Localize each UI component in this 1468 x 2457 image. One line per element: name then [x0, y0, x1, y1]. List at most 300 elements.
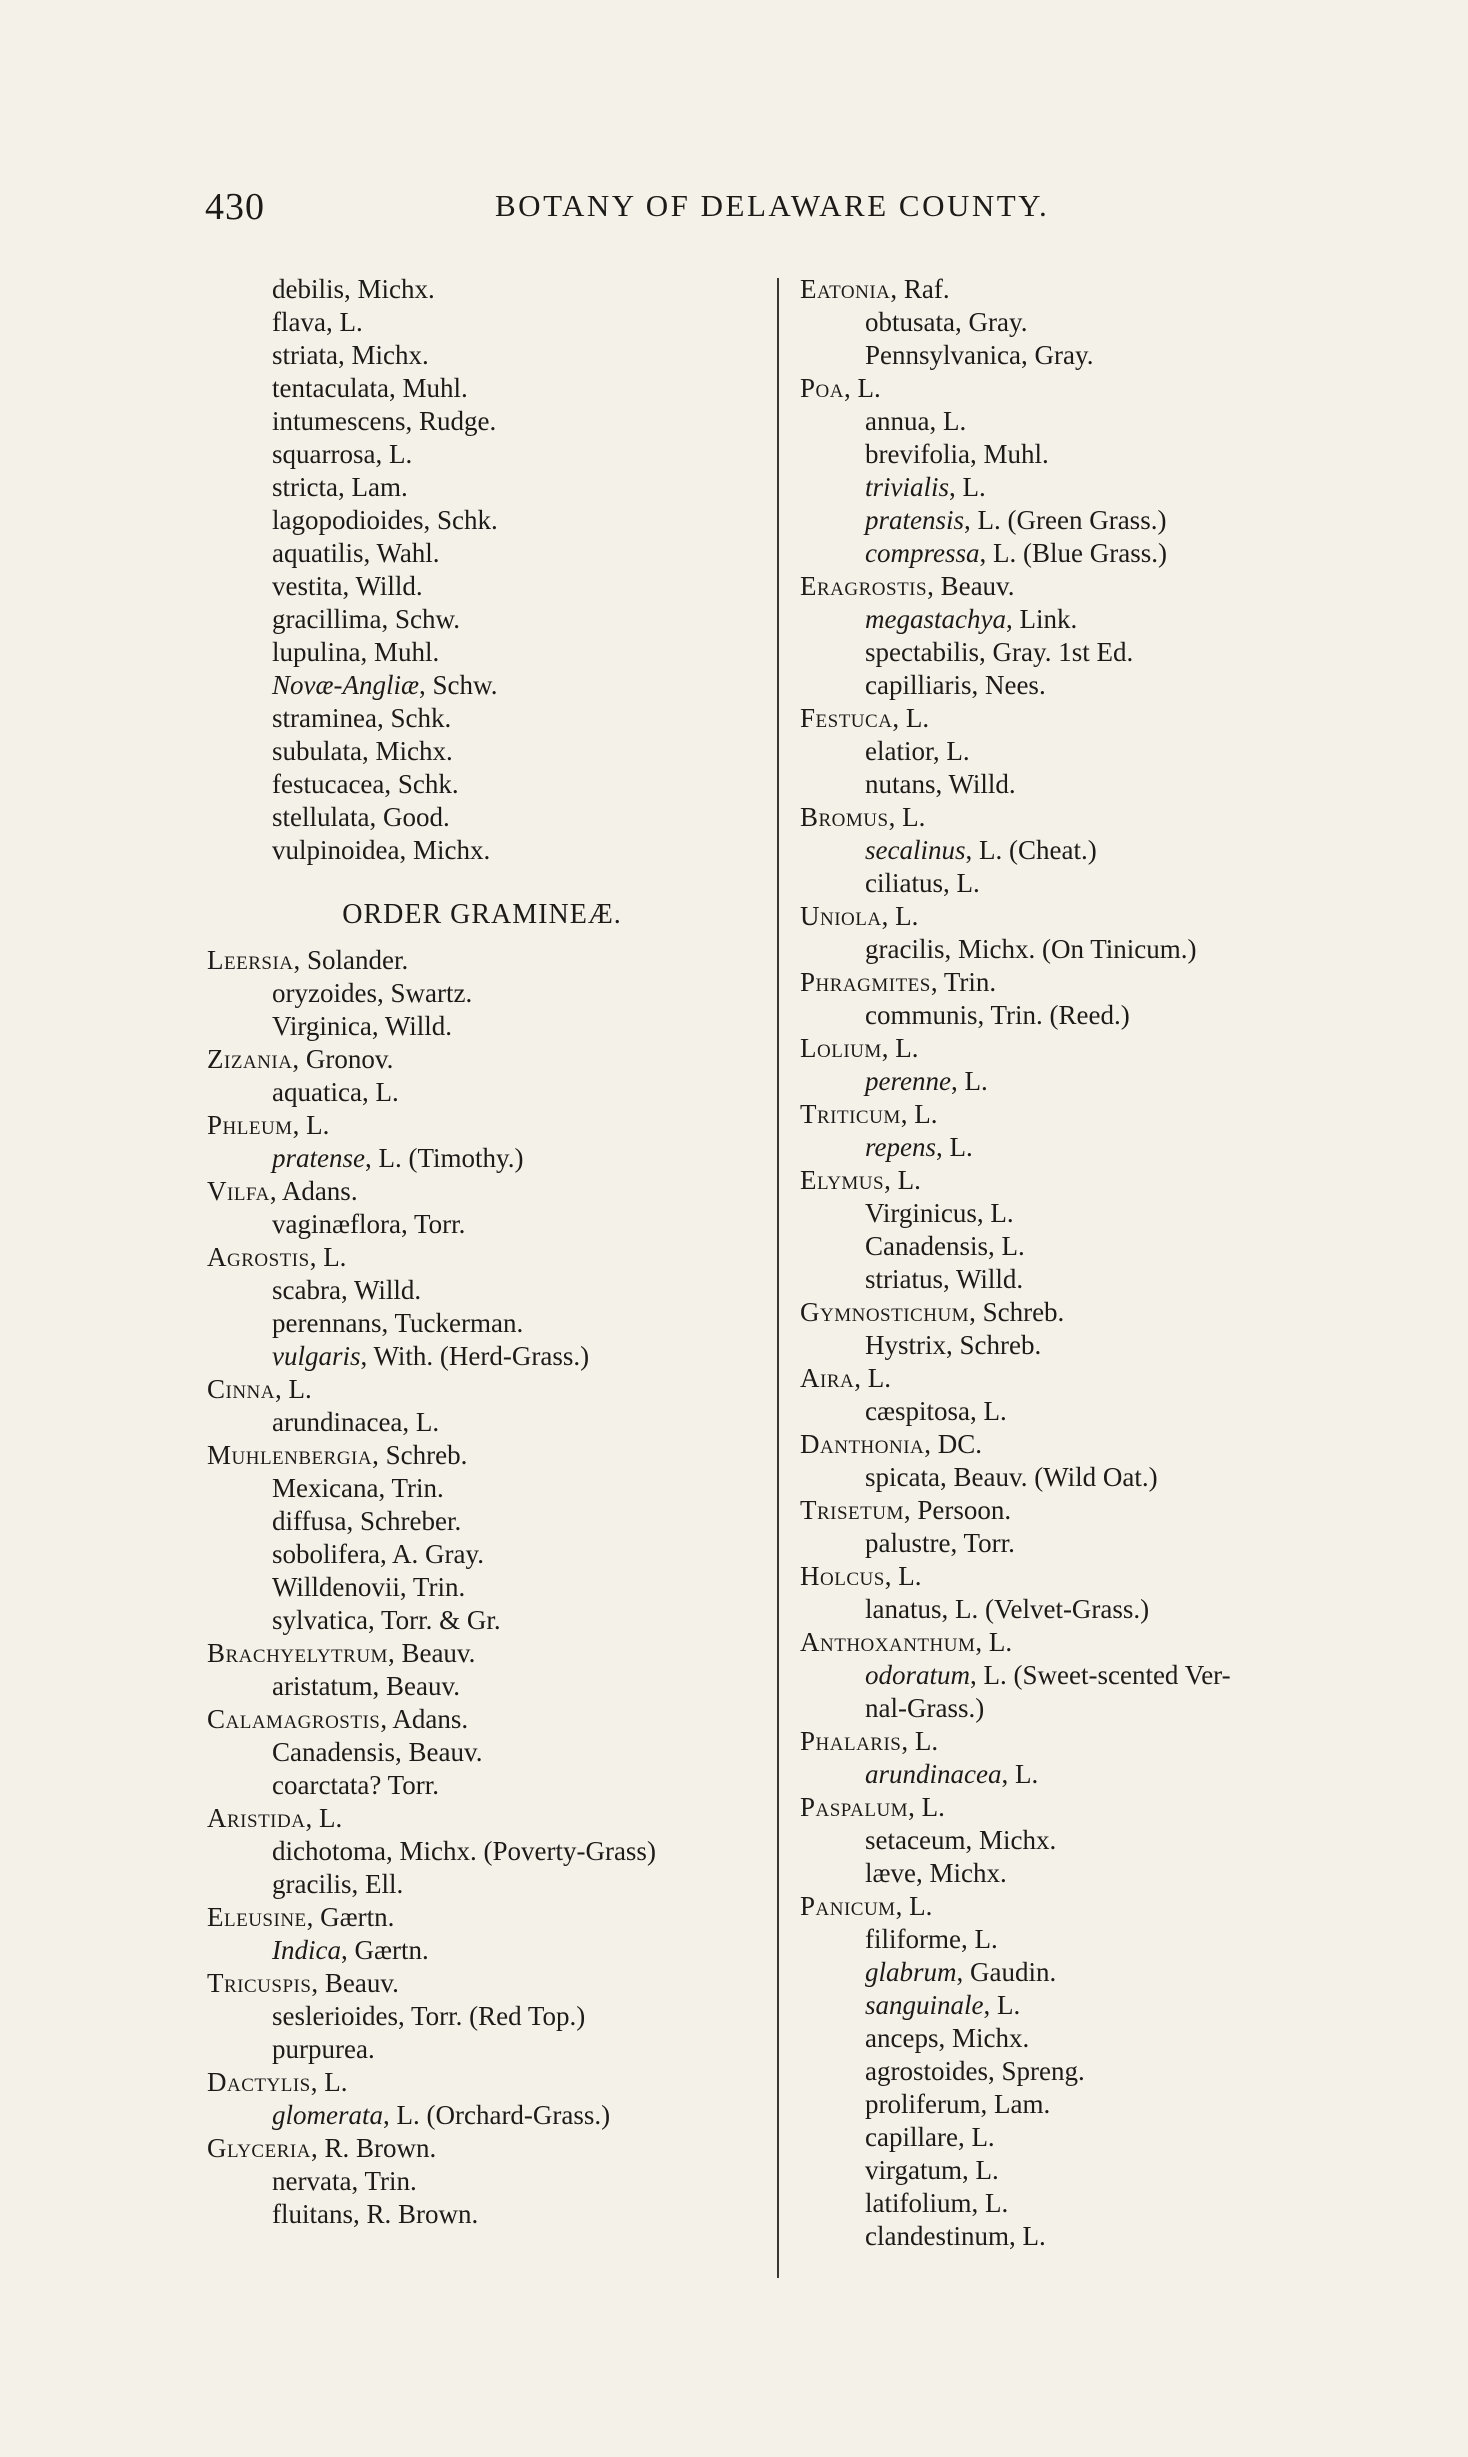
species-entry	[207, 834, 767, 867]
species-entry	[800, 2154, 1360, 2187]
species-name: stricta	[272, 472, 338, 502]
species-authority: , L.	[949, 472, 986, 502]
species-name: gracillima	[272, 604, 382, 634]
species-entry	[800, 603, 1360, 636]
species-entry	[207, 2099, 767, 2132]
species-authority: , Willd.	[943, 1264, 1024, 1294]
species-name: Virginicus	[865, 1198, 977, 1228]
species-authority: , L.	[957, 2122, 995, 2152]
species-entry	[207, 1208, 767, 1241]
genus-entry	[207, 2132, 767, 2165]
species-authority: , L.	[935, 1132, 973, 1162]
species-authority: , Michx.	[938, 2023, 1030, 2053]
genus-authority: , Beauv.	[311, 1968, 399, 1998]
species-entry	[207, 1670, 767, 1703]
species-name: purpurea	[272, 2034, 368, 2064]
genus-entry	[800, 900, 1360, 933]
species-entry	[207, 702, 767, 735]
species-authority: , Michx.	[916, 1858, 1007, 1888]
species-entry	[800, 1923, 1360, 1956]
genus-name: Brachyelytrum	[207, 1638, 388, 1668]
species-authority: , Torr. (Red Top.)	[397, 2001, 586, 2031]
species-entry	[800, 2121, 1360, 2154]
genus-authority: , Adans.	[380, 1704, 469, 1734]
species-name: setaceum	[865, 1825, 966, 1855]
species-entry	[207, 438, 767, 471]
genus-authority: , L.	[305, 1803, 343, 1833]
species-entry	[207, 306, 767, 339]
genus-entry	[207, 1241, 767, 1274]
species-authority: , Nees.	[971, 670, 1046, 700]
species-entry	[207, 1076, 767, 1109]
species-entry	[800, 735, 1360, 768]
genus-authority: , Gærtn.	[306, 1902, 395, 1932]
species-entry	[800, 999, 1360, 1032]
genus-authority: , Trin.	[930, 967, 997, 997]
genus-entry	[207, 1637, 767, 1670]
species-entry	[207, 2033, 767, 2066]
species-name: capillare	[865, 2122, 958, 2152]
genus-entry	[207, 1967, 767, 2000]
genus-entry	[800, 1296, 1360, 1329]
species-authority: , L. (Orchard-Grass.)	[383, 2100, 611, 2130]
genus-entry	[800, 1791, 1360, 1824]
species-entry	[207, 1274, 767, 1307]
species-authority: , Schk.	[376, 703, 452, 733]
genus-name: Uniola	[800, 901, 882, 931]
species-name: Canadensis	[865, 1231, 988, 1261]
order-heading: ORDER GRAMINEÆ.	[342, 899, 622, 930]
genus-name: Cinna	[207, 1374, 275, 1404]
species-authority: , Beauv.	[394, 1737, 483, 1767]
species-authority: , Willd.	[340, 1275, 422, 1305]
species-authority: , Muhl.	[969, 439, 1049, 469]
genus-name: Eragrostis	[800, 571, 928, 601]
genus-name: Phragmites	[800, 967, 931, 997]
genus-entry	[800, 1626, 1360, 1659]
genus-entry	[800, 801, 1360, 834]
species-entry	[207, 1835, 767, 1868]
species-entry	[207, 977, 767, 1010]
species-authority: , A. Gray.	[379, 1539, 484, 1569]
species-authority: , Michx. (On Tinicum.)	[944, 934, 1197, 964]
genus-authority: , L.	[881, 901, 919, 931]
genus-name: Aristida	[207, 1803, 306, 1833]
species-authority: , Muhl.	[388, 373, 468, 403]
species-name: megastachya	[865, 604, 1006, 634]
genus-name: Poa	[800, 373, 844, 403]
species-name: lupulina	[272, 637, 361, 667]
species-entry	[207, 735, 767, 768]
species-name: pratensis	[865, 505, 965, 535]
species-authority: , Torr.	[400, 1209, 466, 1239]
genus-entry	[207, 1901, 767, 1934]
species-entry	[800, 2187, 1360, 2220]
species-entry	[207, 1538, 767, 1571]
species-authority: , L.	[932, 736, 970, 766]
species-name: dichotoma	[272, 1836, 386, 1866]
species-entry	[207, 405, 767, 438]
species-authority: , Gaudin.	[956, 1957, 1057, 1987]
species-entry	[800, 471, 1360, 504]
species-name: anceps	[865, 2023, 939, 2053]
genus-name: Phalaris	[800, 1726, 902, 1756]
species-entry	[207, 471, 767, 504]
species-authority: , Willd.	[342, 571, 423, 601]
species-name: vestita	[272, 571, 343, 601]
genus-name: Tricuspis	[207, 1968, 312, 1998]
species-authority: , Schw.	[381, 604, 460, 634]
genus-authority: , Beauv.	[927, 571, 1015, 601]
genus-authority: , L.	[908, 1792, 945, 1822]
genus-name: Lolium	[800, 1033, 882, 1063]
running-head: BOTANY OF DELAWARE COUNTY.	[495, 188, 1050, 223]
column-divider	[777, 278, 779, 2278]
species-authority: , Schw.	[419, 670, 498, 700]
species-authority: , Lam.	[980, 2089, 1051, 2119]
species-authority: , L. (Timothy.)	[364, 1143, 524, 1173]
genus-authority: , Schreb.	[969, 1297, 1065, 1327]
genus-name: Danthonia	[800, 1429, 925, 1459]
species-entry	[207, 537, 767, 570]
species-name: Virginica	[272, 1011, 372, 1041]
species-authority: , Schreb.	[946, 1330, 1042, 1360]
species-authority: , L.	[960, 1924, 998, 1954]
species-authority: , L.	[976, 1198, 1014, 1228]
species-entry	[800, 405, 1360, 438]
species-name: vulpinoidea	[272, 835, 400, 865]
species-authority: , L. (Velvet-Grass.)	[941, 1594, 1150, 1624]
genus-name: Elymus	[800, 1165, 885, 1195]
species-name: proliferum	[865, 2089, 981, 2119]
species-authority: , Gray.	[1020, 340, 1094, 370]
genus-authority: , Schreb.	[372, 1440, 468, 1470]
species-name: latifolium	[865, 2188, 972, 2218]
species-entry	[207, 372, 767, 405]
species-authority: , Michx.	[344, 274, 435, 304]
genus-authority: , L.	[881, 1033, 919, 1063]
species-name: ciliatus	[865, 868, 943, 898]
species-name: diffusa	[272, 1506, 347, 1536]
genus-authority: , L.	[892, 703, 930, 733]
species-name: repens	[865, 1132, 936, 1162]
species-entry	[207, 339, 767, 372]
species-authority: , Trin.	[378, 1473, 444, 1503]
species-name: perennans	[272, 1308, 382, 1338]
species-authority: , L.	[987, 1231, 1025, 1261]
genus-entry	[800, 1362, 1360, 1395]
species-name: pratense	[272, 1143, 365, 1173]
species-authority: , L.	[942, 868, 980, 898]
genus-entry	[207, 2066, 767, 2099]
species-entry	[800, 1758, 1360, 1791]
species-name: nervata	[272, 2166, 352, 2196]
species-entry	[800, 1527, 1360, 1560]
genus-entry	[800, 273, 1360, 306]
species-entry	[207, 636, 767, 669]
species-entry	[207, 1934, 767, 1967]
species-entry	[207, 273, 767, 306]
genus-name: Trisetum	[800, 1495, 904, 1525]
species-name: glabrum	[865, 1957, 957, 1987]
species-authority: , Willd.	[935, 769, 1016, 799]
genus-entry	[207, 1109, 767, 1142]
species-authority: , L.	[375, 439, 413, 469]
genus-name: Gymnostichum	[800, 1297, 970, 1327]
species-name: Mexicana	[272, 1473, 379, 1503]
species-name: festucacea	[272, 769, 385, 799]
species-name: filiforme	[865, 1924, 961, 1954]
species-authority: , Wahl.	[363, 538, 440, 568]
species-authority: , Michx.	[337, 340, 429, 370]
species-entry	[800, 1329, 1360, 1362]
species-entry	[207, 2000, 767, 2033]
species-authority: , Willd.	[371, 1011, 453, 1041]
species-authority: , Schk.	[384, 769, 459, 799]
species-authority: , L.	[1008, 2221, 1046, 2251]
species-entry	[207, 801, 767, 834]
genus-entry	[800, 1428, 1360, 1461]
species-authority: , Gray. 1st Ed.	[978, 637, 1134, 667]
species-authority: , Tuckerman.	[381, 1308, 524, 1338]
species-authority: , L.	[929, 406, 967, 436]
species-entry	[800, 1824, 1360, 1857]
species-name: elatior	[865, 736, 933, 766]
species-authority: , Michx.	[361, 736, 453, 766]
species-name: striatus	[865, 1264, 943, 1294]
species-authority: , With. (Herd-Grass.)	[360, 1341, 590, 1371]
species-entry	[207, 1769, 767, 1802]
species-authority: .	[367, 2034, 375, 2064]
species-name: capilliaris	[865, 670, 972, 700]
genus-name: Bromus	[800, 802, 889, 832]
species-authority: ? Torr.	[369, 1770, 440, 1800]
species-name: spicata	[865, 1462, 940, 1492]
species-name: Novæ-Angliæ	[272, 670, 419, 700]
genus-name: Glyceria	[207, 2133, 311, 2163]
species-authority: , Trin. (Reed.)	[977, 1000, 1130, 1030]
species-name: vulgaris	[272, 1341, 361, 1371]
species-name: subulata	[272, 736, 362, 766]
species-authority: , L.	[970, 1396, 1007, 1426]
species-entry	[207, 1010, 767, 1043]
species-authority: , L. (Green Grass.)	[964, 505, 1167, 535]
species-name: trivialis	[865, 472, 950, 502]
species-authority: , Beauv.	[372, 1671, 460, 1701]
species-authority: , L.	[1001, 1759, 1039, 1789]
genus-name: Leersia	[207, 945, 294, 975]
species-authority: , L.	[402, 1407, 440, 1437]
species-authority: , L.	[950, 1066, 988, 1096]
species-name: aquatica	[272, 1077, 362, 1107]
genus-name: Calamagrostis	[207, 1704, 381, 1734]
species-name: sylvatica	[272, 1605, 368, 1635]
species-authority: , Torr. & Gr.	[367, 1605, 501, 1635]
species-authority: , Beauv. (Wild Oat.)	[939, 1462, 1158, 1492]
species-entry	[207, 1571, 767, 1604]
species-name: cæspitosa	[865, 1396, 970, 1426]
genus-entry	[800, 702, 1360, 735]
genus-name: Panicum	[800, 1891, 896, 1921]
species-authority: , L. (Sweet-scented Ver-	[970, 1660, 1231, 1690]
species-entry	[207, 2165, 767, 2198]
page-number: 430	[205, 186, 265, 228]
species-authority: , L. (Cheat.)	[965, 835, 1097, 865]
species-entry	[800, 1593, 1360, 1626]
species-entry	[207, 1472, 767, 1505]
genus-authority: , L.	[309, 1242, 347, 1272]
genus-authority: , L.	[292, 1110, 330, 1140]
species-entry	[207, 1307, 767, 1340]
species-authority: , Michx. (Poverty-Grass)	[385, 1836, 656, 1866]
species-entry	[800, 1131, 1360, 1164]
genus-authority: , L.	[275, 1374, 312, 1404]
genus-authority: , R. Brown.	[310, 2133, 437, 2163]
left-column	[207, 273, 767, 2231]
species-name: virgatum	[865, 2155, 962, 2185]
species-name: arundinacea	[272, 1407, 403, 1437]
species-name: oryzoides	[272, 978, 377, 1008]
genus-authority: , L.	[843, 373, 881, 403]
species-name: nutans	[865, 769, 936, 799]
species-authority: , Link.	[1005, 604, 1078, 634]
species-entry	[800, 537, 1360, 570]
species-authority: , Swartz.	[376, 978, 473, 1008]
species-name: stellulata	[272, 802, 370, 832]
genus-authority: , L.	[888, 802, 926, 832]
species-name: Canadensis	[272, 1737, 395, 1767]
genus-authority: , L.	[901, 1726, 939, 1756]
species-authority: , Michx.	[965, 1825, 1057, 1855]
species-name: compressa	[865, 538, 980, 568]
genus-name: Dactylis	[207, 2067, 311, 2097]
species-entry	[207, 570, 767, 603]
species-name: annua	[865, 406, 930, 436]
genus-entry	[800, 1560, 1360, 1593]
genus-authority: , Gronov.	[292, 1044, 394, 1074]
species-entry	[800, 1956, 1360, 1989]
species-name: gracilis	[865, 934, 945, 964]
species-name: lagopodioides	[272, 505, 424, 535]
species-authority: , Schreber.	[346, 1506, 462, 1536]
species-name: Willdenovii	[272, 1572, 400, 1602]
species-name: vaginæflora	[272, 1209, 401, 1239]
genus-name: Zizania	[207, 1044, 293, 1074]
genus-authority: , L.	[854, 1363, 891, 1393]
species-entry	[800, 636, 1360, 669]
genus-authority: , Raf.	[890, 274, 950, 304]
species-name: aquatilis	[272, 538, 364, 568]
species-entry	[207, 669, 767, 702]
species-name: gracilis	[272, 1869, 352, 1899]
species-authority: , Torr.	[950, 1528, 1015, 1558]
genus-name: Aira	[800, 1363, 855, 1393]
species-name: debilis	[272, 274, 344, 304]
species-name: communis	[865, 1000, 978, 1030]
species-entry	[207, 1868, 767, 1901]
species-entry	[800, 1230, 1360, 1263]
genus-name: Vilfa	[207, 1176, 270, 1206]
species-entry	[800, 2022, 1360, 2055]
species-authority: , L.	[962, 2155, 999, 2185]
species-authority: , Michx.	[399, 835, 491, 865]
species-authority: , L.	[325, 307, 363, 337]
species-name: sobolifera	[272, 1539, 380, 1569]
genus-entry	[207, 1373, 767, 1406]
species-entry	[800, 768, 1360, 801]
species-name: intumescens	[272, 406, 406, 436]
genus-entry	[800, 966, 1360, 999]
species-authority: , Rudge.	[405, 406, 497, 436]
species-name: clandestinum	[865, 2221, 1009, 2251]
species-name: fluitans	[272, 2199, 353, 2229]
species-entry	[800, 933, 1360, 966]
species-entry	[800, 1989, 1360, 2022]
species-name: straminea	[272, 703, 377, 733]
species-authority: , Lam.	[337, 472, 408, 502]
species-entry	[800, 1395, 1360, 1428]
species-name: secalinus	[865, 835, 966, 865]
genus-authority: , L.	[975, 1627, 1013, 1657]
genus-authority: , L.	[310, 2067, 348, 2097]
species-authority: , R. Brown.	[353, 2199, 479, 2229]
species-name: arundinacea	[865, 1759, 1002, 1789]
species-entry	[800, 867, 1360, 900]
species-name: seslerioides	[272, 2001, 398, 2031]
species-entry	[207, 2198, 767, 2231]
genus-authority: , L.	[895, 1891, 933, 1921]
species-name: sanguinale	[865, 1990, 984, 2020]
species-authority: , L. (Blue Grass.)	[979, 538, 1167, 568]
species-name: Pennsylvanica	[865, 340, 1021, 370]
species-entry	[800, 834, 1360, 867]
species-entry	[800, 1659, 1360, 1692]
genus-authority: , Persoon.	[903, 1495, 1012, 1525]
species-authority: , L.	[971, 2188, 1009, 2218]
genus-name: Paspalum	[800, 1792, 909, 1822]
species-name: lanatus	[865, 1594, 942, 1624]
species-name: obtusata	[865, 307, 955, 337]
species-entry	[207, 1340, 767, 1373]
genus-entry	[207, 1175, 767, 1208]
species-authority: , Ell.	[351, 1869, 404, 1899]
species-name: scabra	[272, 1275, 341, 1305]
species-entry	[207, 768, 767, 801]
species-entry	[800, 1263, 1360, 1296]
species-entry	[800, 306, 1360, 339]
species-entry	[800, 669, 1360, 702]
genus-authority: , L.	[900, 1099, 938, 1129]
genus-name: Festuca	[800, 703, 893, 733]
species-entry	[207, 1142, 767, 1175]
genus-name: Phleum	[207, 1110, 293, 1140]
species-authority: , Trin.	[399, 1572, 466, 1602]
genus-name: Eatonia	[800, 274, 891, 304]
species-entry	[800, 1197, 1360, 1230]
species-entry	[207, 1604, 767, 1637]
species-authority: , Schk.	[423, 505, 498, 535]
species-name: striata	[272, 340, 338, 370]
genus-authority: , L.	[884, 1561, 922, 1591]
genus-name: Muhlenbergia	[207, 1440, 373, 1470]
genus-entry	[207, 1043, 767, 1076]
genus-authority: , Solander.	[293, 945, 409, 975]
species-entry	[207, 504, 767, 537]
genus-entry	[207, 1703, 767, 1736]
species-entry	[800, 2220, 1360, 2253]
species-name: Indica	[272, 1935, 341, 1965]
genus-authority: , L.	[884, 1165, 921, 1195]
